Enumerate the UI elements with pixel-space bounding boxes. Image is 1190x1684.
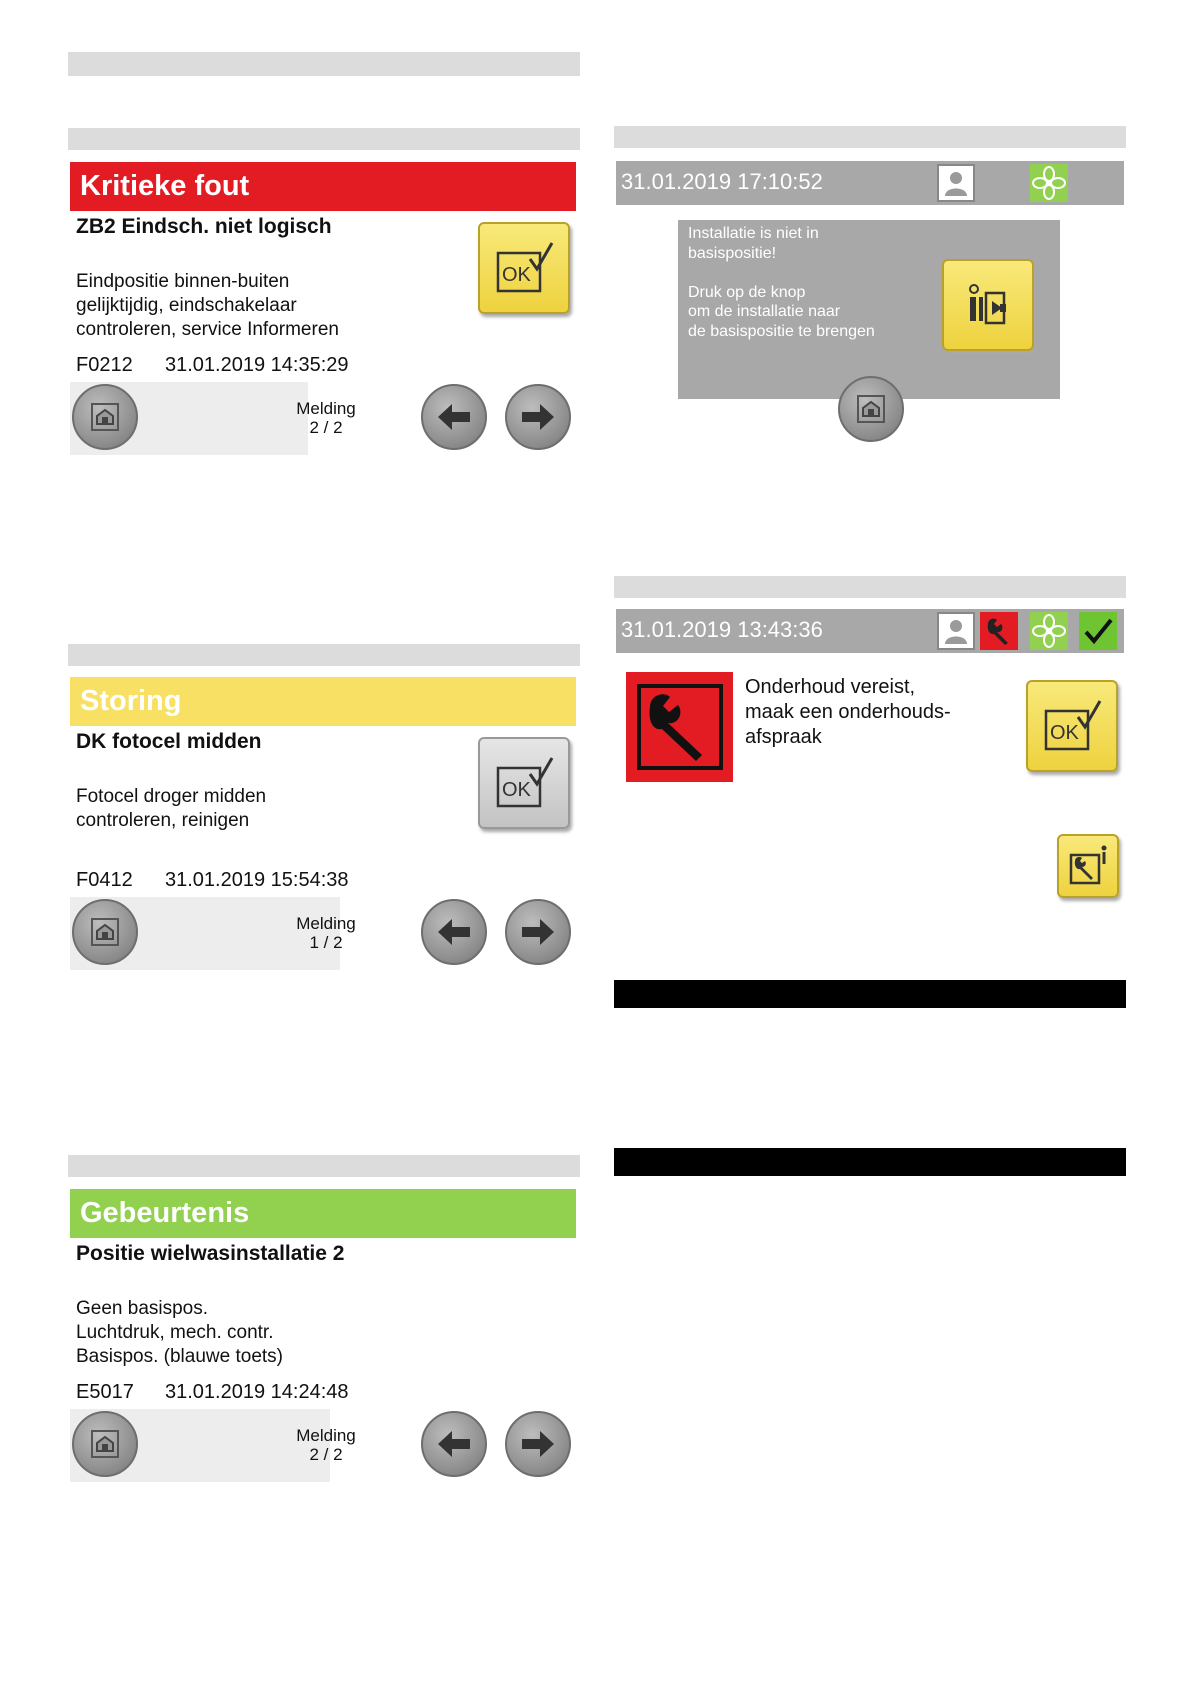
arrow-left-icon bbox=[434, 916, 474, 948]
basis-position-icon bbox=[962, 279, 1014, 331]
error-datetime: 31.01.2019 14:24:48 bbox=[165, 1381, 349, 1403]
wrench-info-icon bbox=[1065, 843, 1111, 889]
error-datetime: 31.01.2019 14:35:29 bbox=[165, 354, 349, 376]
panel-separator bbox=[68, 128, 580, 150]
home-icon bbox=[87, 914, 123, 950]
flower-status[interactable] bbox=[1030, 164, 1068, 202]
home-button[interactable] bbox=[72, 899, 138, 965]
top-separator bbox=[68, 52, 580, 76]
maintenance-message: Onderhoud vereist, maak een onderhouds- afspraak bbox=[745, 676, 951, 748]
error-code: F0412 bbox=[76, 869, 133, 891]
panel-header: Storing bbox=[70, 677, 576, 726]
svg-text:OK: OK bbox=[1050, 722, 1079, 744]
flower-icon bbox=[1032, 614, 1066, 648]
error-meta bbox=[76, 1381, 349, 1404]
melding-counter: Melding 2 / 2 bbox=[296, 399, 356, 437]
panel-header: Gebeurtenis bbox=[70, 1189, 576, 1238]
svg-text:OK: OK bbox=[502, 779, 531, 801]
status-bar bbox=[616, 609, 1124, 653]
basis-position-screen bbox=[616, 161, 1126, 451]
flower-icon bbox=[1032, 166, 1066, 200]
status-datetime: 31.01.2019 17:10:52 bbox=[621, 169, 823, 194]
critical-error-panel bbox=[68, 162, 578, 462]
error-datetime: 31.01.2019 15:54:38 bbox=[165, 869, 349, 891]
previous-button[interactable] bbox=[421, 1411, 487, 1477]
checkmark-icon bbox=[1082, 615, 1114, 647]
arrow-right-icon bbox=[518, 916, 558, 948]
home-button[interactable] bbox=[72, 384, 138, 450]
wrench-icon bbox=[636, 683, 724, 771]
melding-counter: Melding 1 / 2 bbox=[296, 914, 356, 952]
panel-separator bbox=[68, 1155, 580, 1177]
black-bar bbox=[614, 980, 1126, 1008]
maintenance-alert-icon bbox=[626, 672, 733, 782]
panel-description: Fotocel droger midden controleren, reinigen bbox=[76, 786, 267, 831]
panel-subtitle: Positie wielwasinstallatie 2 bbox=[76, 1242, 345, 1265]
maintenance-screen bbox=[616, 609, 1126, 909]
error-code: F0212 bbox=[76, 354, 133, 376]
user-icon bbox=[942, 617, 970, 645]
panel-subtitle: DK fotocel midden bbox=[76, 730, 262, 753]
error-code: E5017 bbox=[76, 1381, 134, 1403]
previous-button[interactable] bbox=[421, 384, 487, 450]
user-icon bbox=[942, 169, 970, 197]
home-button[interactable] bbox=[72, 1411, 138, 1477]
status-datetime: 31.01.2019 13:43:36 bbox=[621, 617, 823, 642]
fault-panel bbox=[68, 677, 578, 977]
user-button[interactable] bbox=[937, 612, 975, 650]
home-icon bbox=[87, 399, 123, 435]
ok-check-icon bbox=[1040, 697, 1104, 755]
next-button[interactable] bbox=[505, 384, 571, 450]
message-text: Installatie is niet in basispositie! Druk op de knop om de installatie naar de basispositie te brengen bbox=[688, 225, 875, 340]
event-panel bbox=[68, 1189, 578, 1489]
panel-description: Geen basispos. Luchtdruk, mech. contr. Basispos. (blauwe toets) bbox=[76, 1298, 283, 1367]
user-button[interactable] bbox=[937, 164, 975, 202]
screen-separator bbox=[614, 576, 1126, 598]
ok-status[interactable] bbox=[1079, 612, 1117, 650]
ok-check-icon bbox=[492, 754, 556, 812]
wrench-icon bbox=[984, 616, 1014, 646]
black-bar bbox=[614, 1148, 1126, 1176]
screen-separator bbox=[614, 126, 1126, 148]
melding-counter: Melding 2 / 2 bbox=[296, 1426, 356, 1464]
panel-separator bbox=[68, 644, 580, 666]
panel-description: Eindpositie binnen-buiten gelijktijdig, eindschakelaar controleren, service Informeren bbox=[76, 271, 339, 340]
previous-button[interactable] bbox=[421, 899, 487, 965]
ok-check-icon bbox=[492, 239, 556, 297]
maintenance-status[interactable] bbox=[980, 612, 1018, 650]
maintenance-info-button[interactable] bbox=[1057, 834, 1119, 898]
status-bar bbox=[616, 161, 1124, 205]
flower-status[interactable] bbox=[1030, 612, 1068, 650]
home-icon bbox=[853, 391, 889, 427]
panel-subtitle: ZB2 Eindsch. niet logisch bbox=[76, 215, 332, 238]
ok-button[interactable] bbox=[478, 737, 570, 829]
arrow-right-icon bbox=[518, 1428, 558, 1460]
home-button[interactable] bbox=[838, 376, 904, 442]
error-meta bbox=[76, 354, 349, 377]
next-button[interactable] bbox=[505, 899, 571, 965]
home-icon bbox=[87, 1426, 123, 1462]
svg-text:OK: OK bbox=[502, 264, 531, 286]
ok-button[interactable] bbox=[478, 222, 570, 314]
error-meta bbox=[76, 869, 349, 892]
arrow-right-icon bbox=[518, 401, 558, 433]
basis-position-button[interactable] bbox=[942, 259, 1034, 351]
next-button[interactable] bbox=[505, 1411, 571, 1477]
panel-header: Kritieke fout bbox=[70, 162, 576, 211]
arrow-left-icon bbox=[434, 1428, 474, 1460]
arrow-left-icon bbox=[434, 401, 474, 433]
ok-button[interactable] bbox=[1026, 680, 1118, 772]
